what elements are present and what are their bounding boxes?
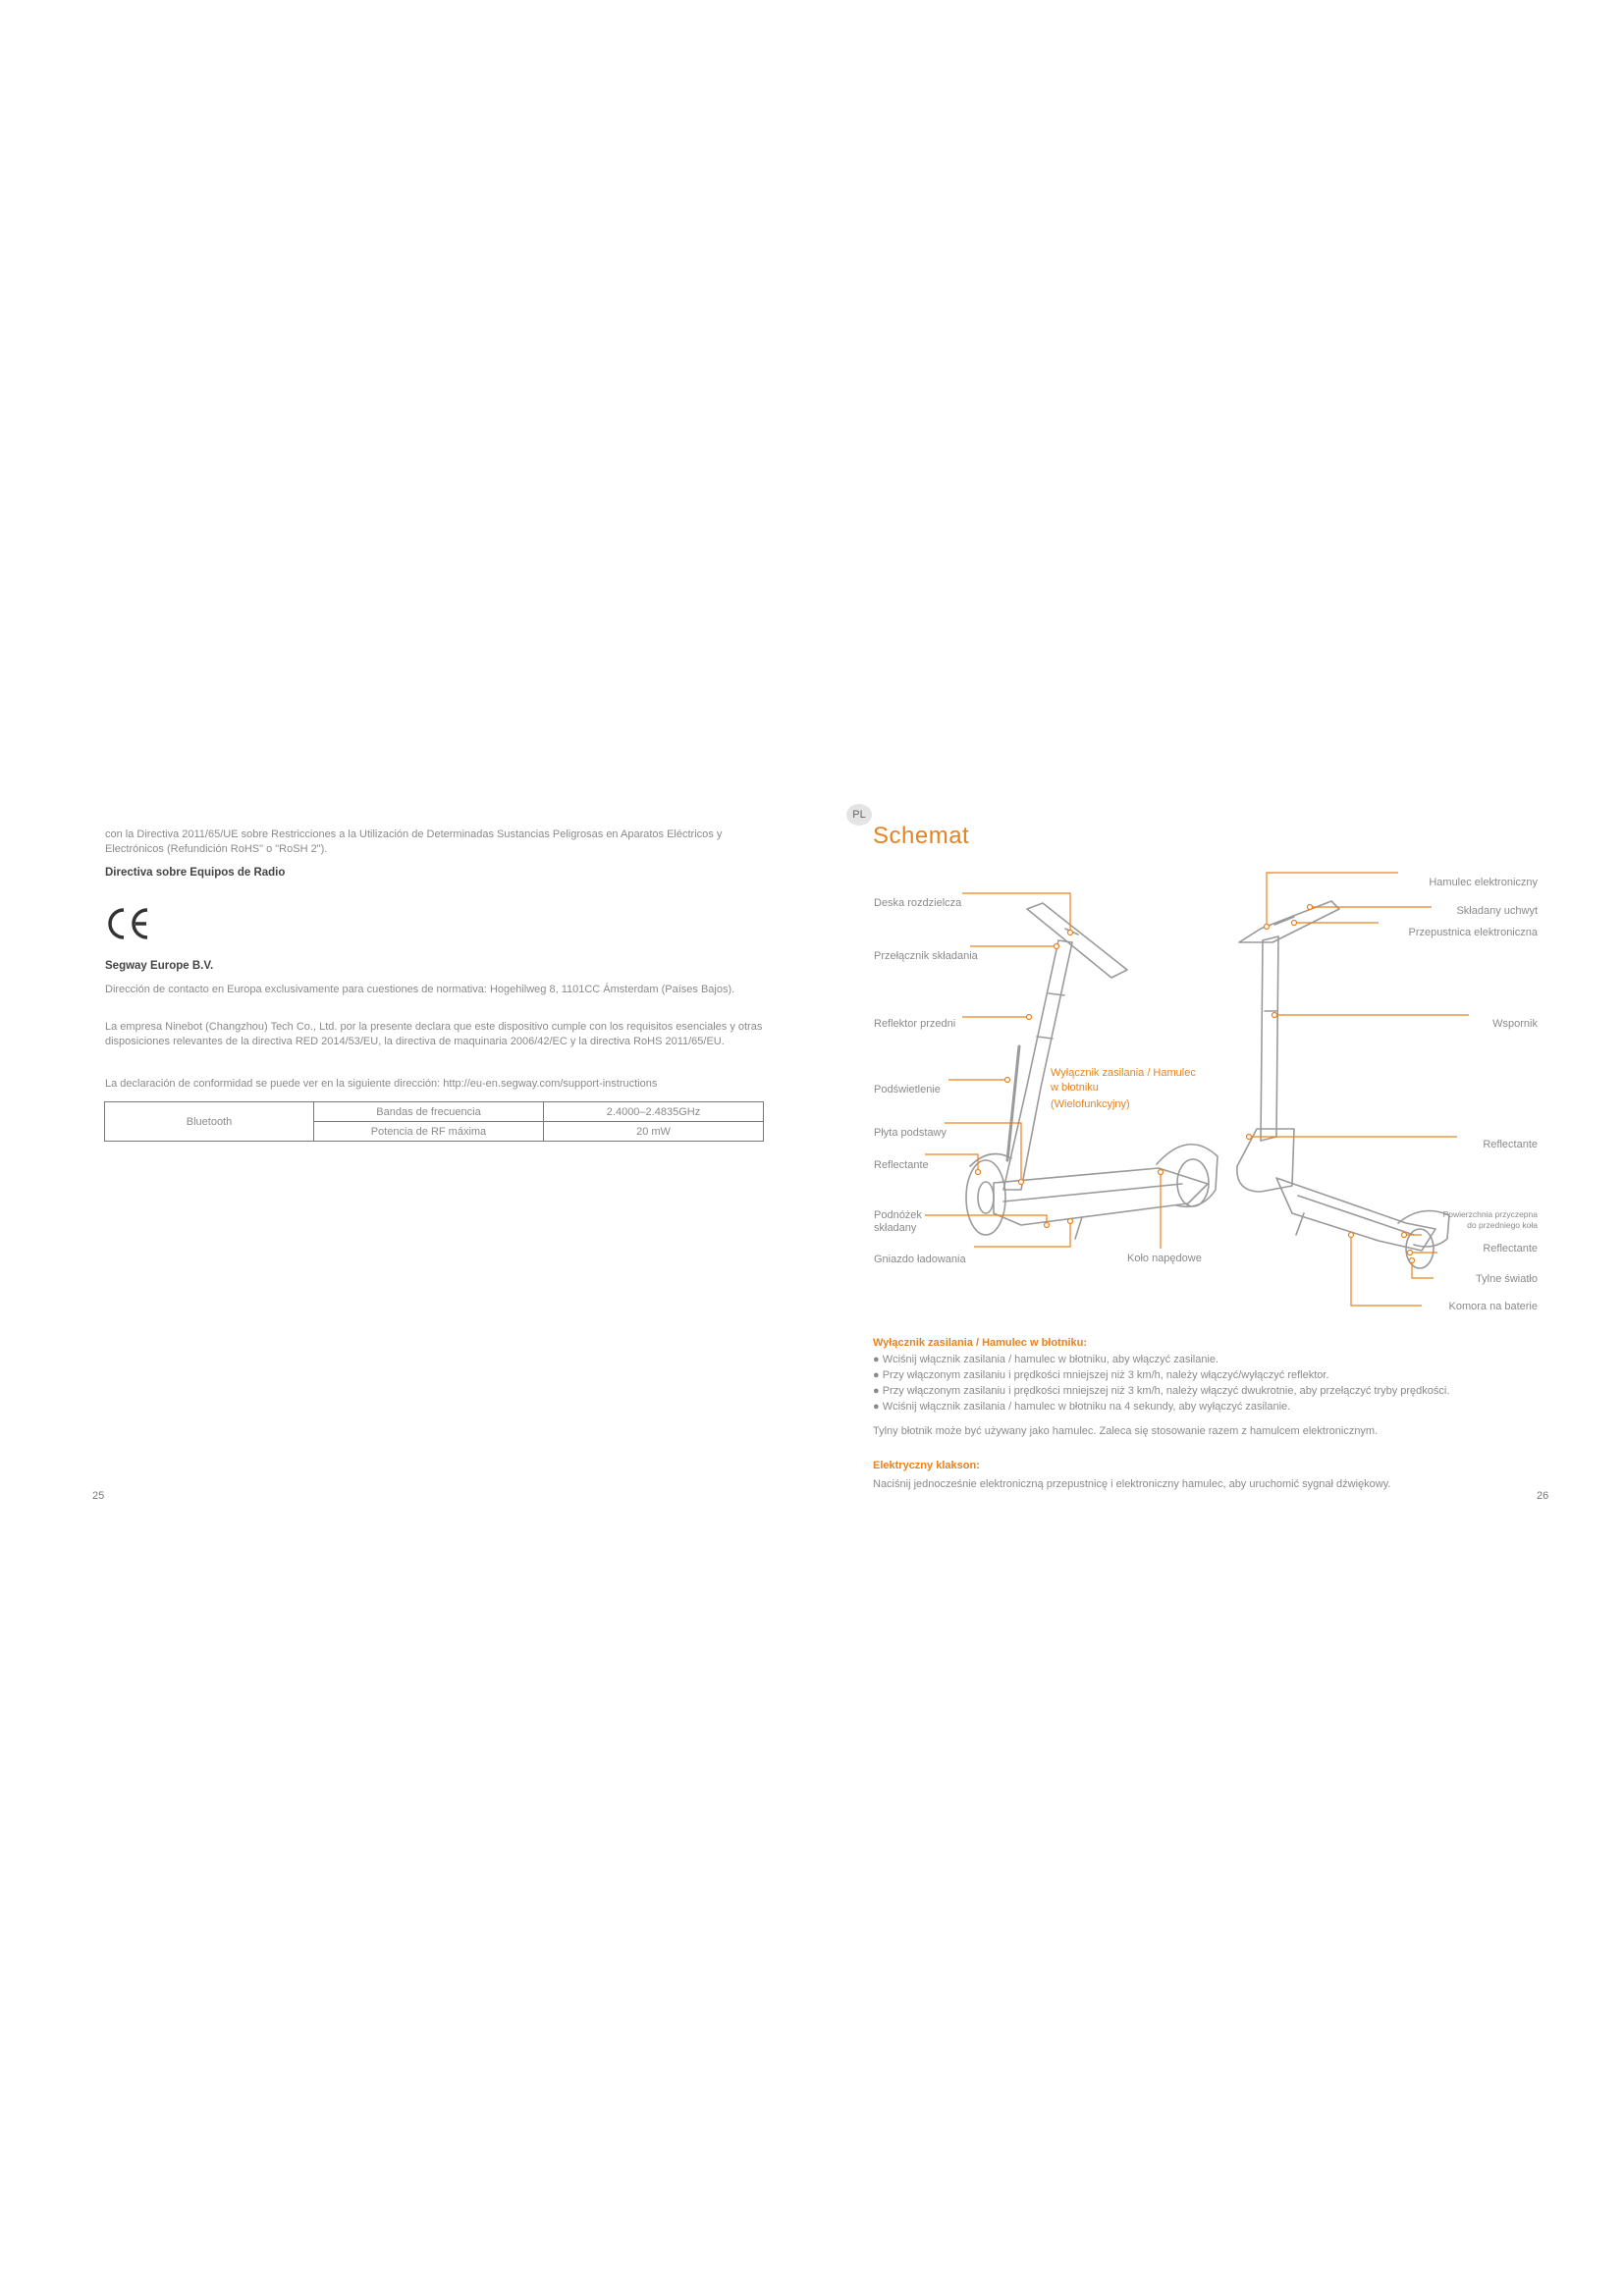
list-item: ● Przy włączonym zasilaniu i prędkości mniejszej niż 3 km/h, należy włączyć dwukrotnie, aby przełączyć tryby prędkości.: [873, 1385, 1450, 1397]
label-front-light: Reflektor przedni: [874, 1018, 956, 1030]
intro-paragraph: con la Directiva 2011/65/UE sobre Restricciones a la Utilización de Determinadas Sustancias Peligrosas en Aparatos Eléctricos y Electrónicos (Refundición RoHS" o "RoSH 2").: [105, 828, 723, 855]
contact-paragraph: Dirección de contacto en Europa exclusivamente para cuestiones de normativa: Hogehilweg 8, 1101CC Ámsterdam (Países Bajos).: [105, 984, 735, 995]
label-stem: Wspornik: [1492, 1018, 1538, 1030]
table-cell: Potencia de RF máxima: [314, 1122, 544, 1142]
list-item: ● Przy włączonym zasilaniu i prędkości mniejszej niż 3 km/h, należy włączyć/wyłączyć reflektor.: [873, 1369, 1329, 1381]
language-badge: PL: [846, 804, 872, 826]
declaration-paragraph: La empresa Ninebot (Changzhou) Tech Co., Ltd. por la presente declara que este dispositivo cumple con los requisitos esenciales y otras disposiciones relevantes de la directiva RED 2014/53/EU, la directiva de maquinaria 2006/42/EC y la directiva RoHS 2011/65/EU.: [105, 1021, 763, 1047]
label-reflector-left: Reflectante: [874, 1159, 929, 1171]
label-kickstand-2: składany: [874, 1222, 917, 1234]
conformity-paragraph: La declaración de conformidad se puede ver en la siguiente dirección: http://eu-en.segway.com/support-instructions: [105, 1078, 658, 1090]
page-number-right: 26: [1537, 1490, 1549, 1502]
label-charging-port: Gniazdo ładowania: [874, 1254, 966, 1265]
label-grip-surface-1: Powierzchnia przyczepna: [1442, 1209, 1538, 1219]
label-power-switch-1: Wyłącznik zasilania / Hamulec: [1051, 1067, 1196, 1079]
label-battery-compartment: Komora na baterie: [1448, 1301, 1538, 1312]
label-power-switch-3: (Wielofunkcyjny): [1051, 1098, 1130, 1110]
label-drive-wheel: Koło napędowe: [1127, 1253, 1202, 1264]
leader-dots: [976, 905, 1415, 1263]
list-item: ● Wciśnij włącznik zasilania / hamulec w błotniku, aby włączyć zasilanie.: [873, 1354, 1219, 1365]
label-kickstand-1: Podnóżek: [874, 1209, 922, 1221]
ce-mark-icon: [103, 905, 152, 942]
label-electronic-brake: Hamulec elektroniczny: [1429, 877, 1538, 888]
table-row: [105, 1102, 764, 1122]
page-title: Schemat: [873, 823, 970, 849]
label-reflector-right: Reflectante: [1483, 1139, 1538, 1150]
label-ambient-light: Podświetlenie: [874, 1084, 941, 1095]
scooter-right-view: [1237, 901, 1449, 1268]
list-item: ● Wciśnij włącznik zasilania / hamulec w błotniku na 4 sekundy, aby wyłączyć zasilanie.: [873, 1401, 1291, 1413]
label-dashboard: Deska rozdzielcza: [874, 897, 962, 909]
label-rear-light: Tylne światło: [1476, 1273, 1538, 1285]
label-folding-handle: Składany uchwyt: [1456, 905, 1538, 917]
label-base-plate: Płyta podstawy: [874, 1127, 947, 1139]
label-folding-switch: Przełącznik składania: [874, 950, 978, 962]
table-row-header: Bluetooth: [105, 1102, 314, 1142]
label-grip-surface-2: do przedniego koła: [1467, 1220, 1538, 1230]
leader-lines: [925, 873, 1469, 1306]
label-electronic-throttle: Przepustnica elektroniczna: [1408, 927, 1538, 938]
label-reflector-rear: Reflectante: [1483, 1243, 1538, 1255]
table-cell: 2.4000–2.4835GHz: [544, 1102, 764, 1122]
power-switch-heading: Wyłącznik zasilania / Hamulec w błotniku:: [873, 1337, 1088, 1349]
table-cell: Bandas de frecuencia: [314, 1102, 544, 1122]
label-power-switch-2: w błotniku: [1051, 1082, 1099, 1094]
radio-directive-heading: Directiva sobre Equipos de Radio: [105, 867, 286, 879]
fender-brake-note: Tylny błotnik może być używany jako hamulec. Zaleca się stosowanie razem z hamulcem elektronicznym.: [873, 1425, 1379, 1437]
page-number-left: 25: [92, 1490, 105, 1502]
bluetooth-spec-table: [104, 1101, 764, 1142]
horn-text: Naciśnij jednocześnie elektroniczną przepustnicę i elektroniczny hamulec, aby uruchomić sygnał dźwiękowy.: [873, 1478, 1391, 1490]
table-cell: 20 mW: [544, 1122, 764, 1142]
company-name: Segway Europe B.V.: [105, 960, 214, 972]
horn-heading: Elektryczny klakson:: [873, 1460, 980, 1471]
